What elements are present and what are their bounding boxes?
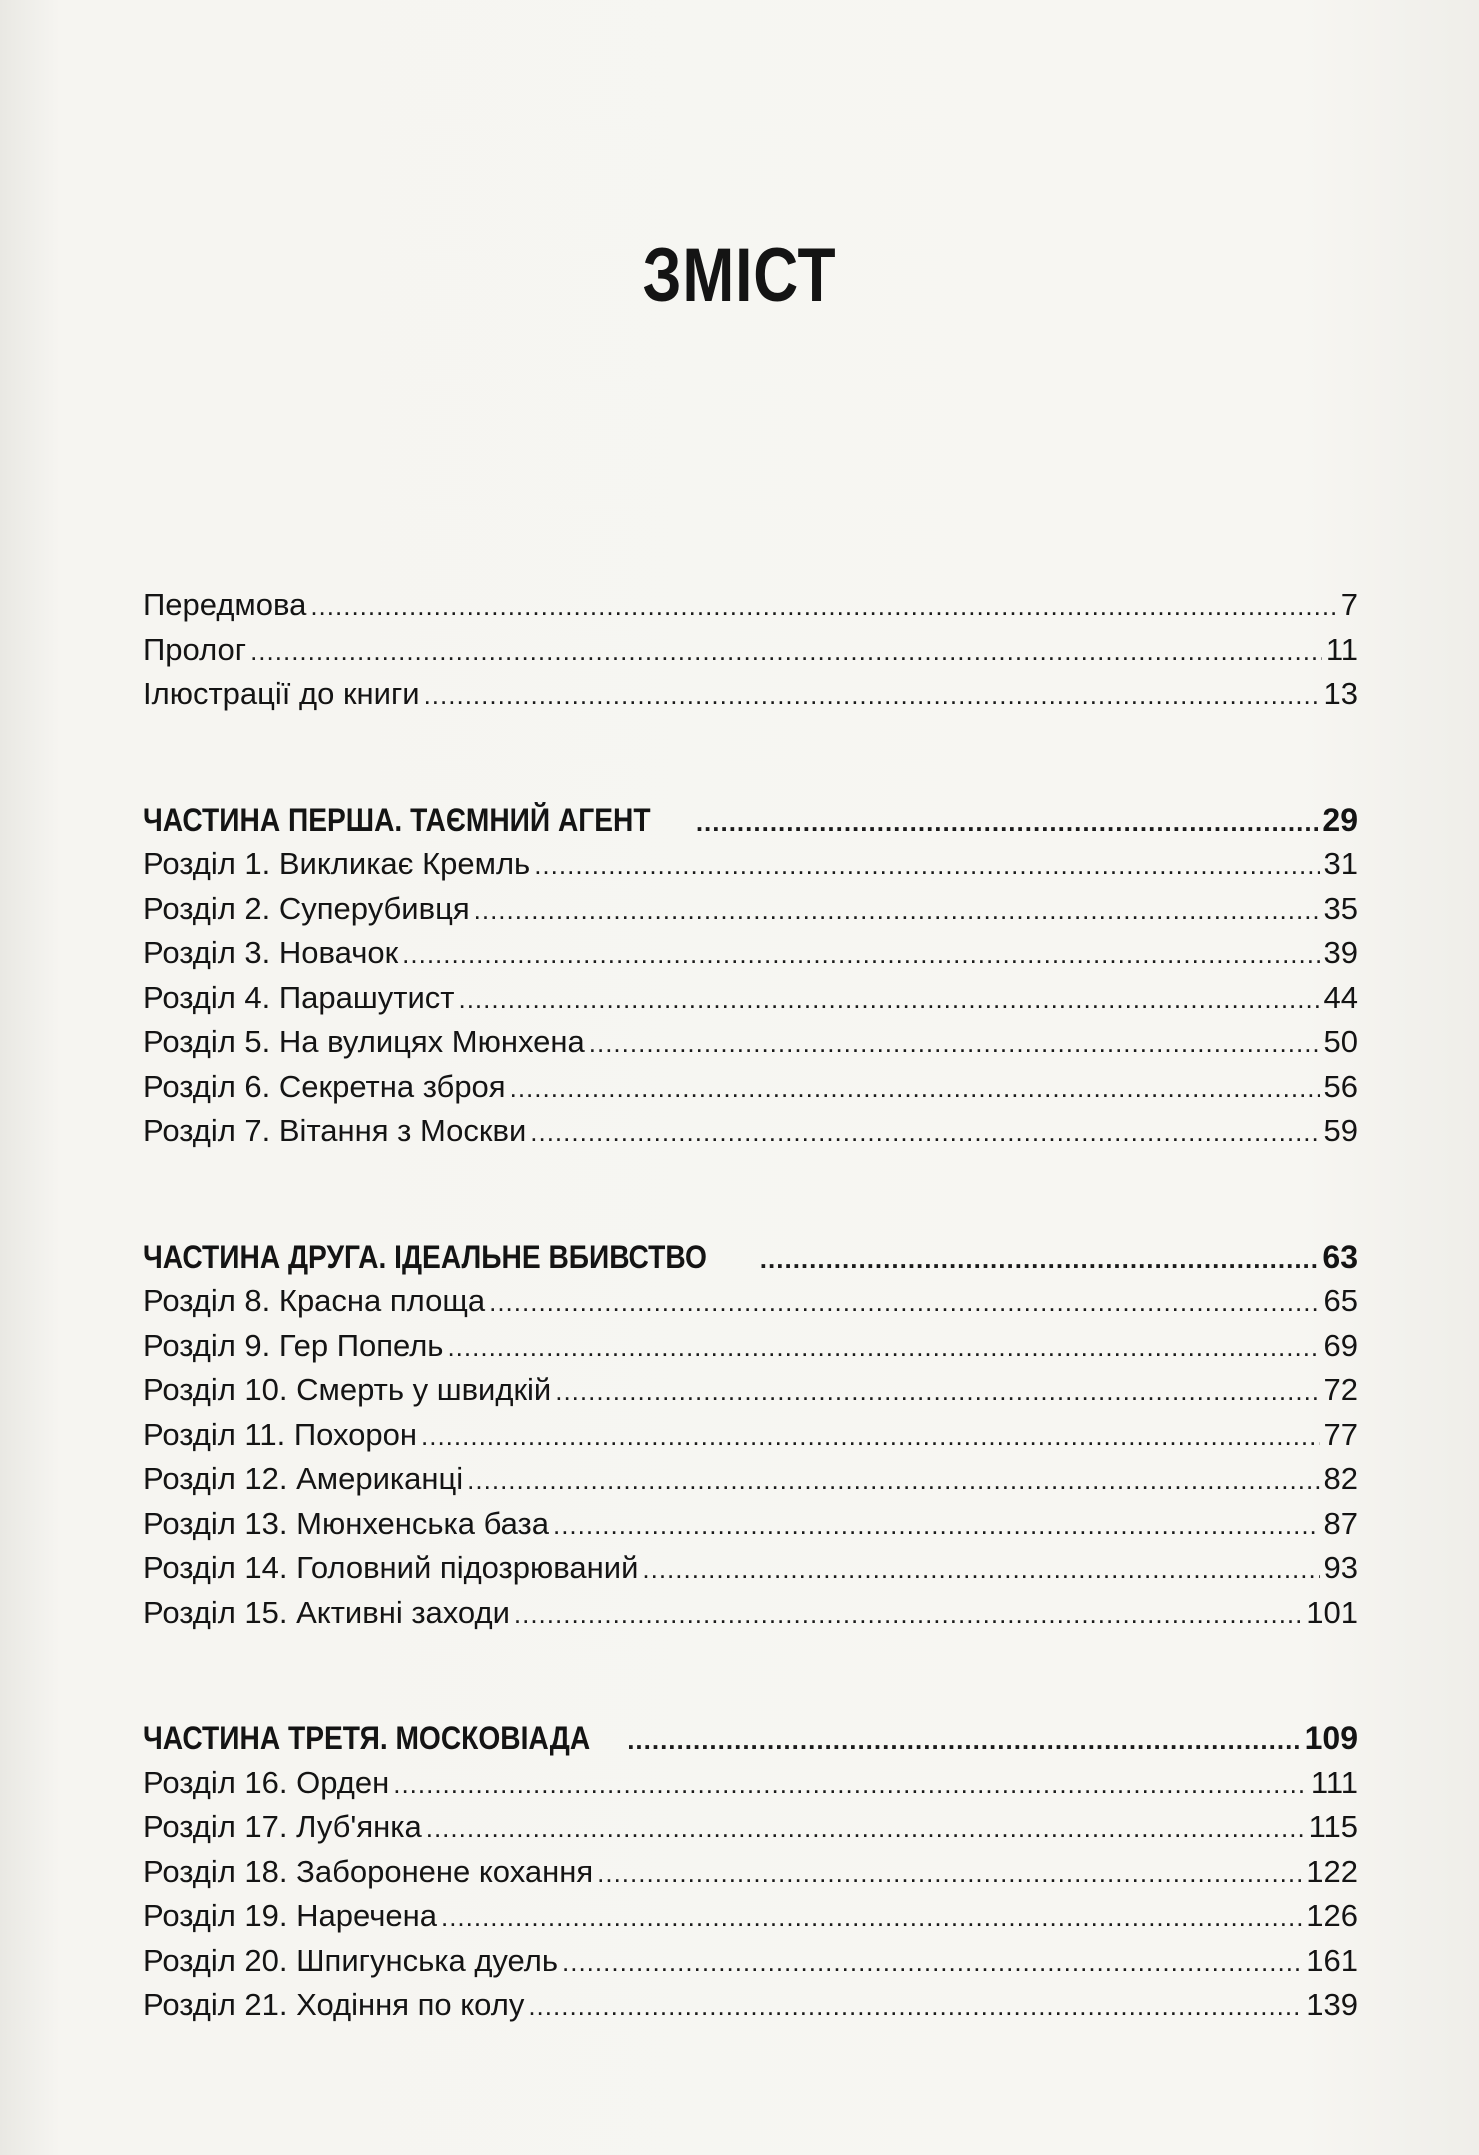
chapter-page: 56 [1323, 1068, 1358, 1104]
chapter-entry [143, 1591, 1358, 1636]
dot-leader [421, 1414, 1320, 1458]
toc-entry-page: 13 [1323, 676, 1358, 711]
chapter-label: Розділ 11. Похорон [143, 1416, 417, 1452]
dot-leader [250, 629, 1322, 673]
dot-leader [562, 1940, 1302, 1984]
part-heading-page: 29 [1322, 801, 1358, 838]
toc-entry-page: 7 [1340, 587, 1358, 622]
toc-entry [143, 628, 1358, 673]
part-one [143, 798, 1358, 1154]
chapter-page: 44 [1323, 979, 1358, 1015]
chapter-page: 31 [1323, 846, 1358, 881]
dot-leader [474, 888, 1320, 932]
chapter-label: Розділ 6. Секретна зброя [143, 1068, 506, 1104]
dot-leader [514, 1592, 1302, 1636]
chapter-label: Розділ 21. Ходіння по колу [143, 1987, 525, 2022]
chapter-entry [143, 1457, 1358, 1502]
toc-entry-label: Передмова [143, 587, 307, 622]
chapter-page: 122 [1306, 1853, 1358, 1889]
dot-leader [642, 1547, 1319, 1591]
chapter-label: Розділ 14. Головний підозрюваний [143, 1550, 639, 1585]
dot-leader [424, 673, 1320, 717]
part-three [143, 1716, 1358, 2028]
chapter-page: 77 [1323, 1416, 1358, 1452]
chapter-entry [143, 1368, 1358, 1413]
chapter-page: 50 [1323, 1024, 1358, 1059]
chapter-label: Розділ 10. Смерть у швидкій [143, 1372, 552, 1407]
dot-leader [441, 1895, 1302, 1939]
chapter-entry [143, 1983, 1358, 2028]
part-heading-page: 109 [1304, 1720, 1358, 1756]
part-heading [143, 1235, 1358, 1280]
toc-entry-label: Пролог [143, 631, 247, 667]
chapter-page: 87 [1323, 1505, 1358, 1541]
chapter-label: Розділ 8. Красна площа [143, 1283, 486, 1318]
chapter-page: 65 [1323, 1283, 1358, 1318]
chapter-label: Розділ 1. Викликає Кремль [143, 846, 531, 881]
dot-leader [510, 1066, 1320, 1110]
chapter-entry [143, 1413, 1358, 1458]
dot-leader [597, 1851, 1302, 1895]
chapter-entry [143, 1850, 1358, 1895]
page-title: ЗМІСТ [642, 233, 837, 318]
chapter-entry [143, 1279, 1358, 1324]
chapter-page: 69 [1323, 1327, 1358, 1363]
chapter-entry [143, 1109, 1358, 1154]
chapter-label: Розділ 13. Мюнхенська база [143, 1505, 549, 1541]
chapter-entry [143, 931, 1358, 976]
chapter-entry [143, 976, 1358, 1021]
chapter-entry [143, 1324, 1358, 1369]
part-heading-label: ЧАСТИНА ДРУГА. ІДЕАЛЬНЕ ВБИВСТВО [143, 1238, 707, 1275]
toc-entry [143, 583, 1358, 628]
chapter-label: Розділ 19. Наречена [143, 1898, 437, 1933]
part-heading-page: 63 [1322, 1238, 1358, 1275]
chapter-label: Розділ 9. Гер Попель [143, 1327, 444, 1363]
chapter-page: 35 [1323, 890, 1358, 926]
chapter-page: 115 [1308, 1809, 1358, 1844]
dot-leader [760, 1237, 1319, 1281]
chapter-entry [143, 1546, 1358, 1591]
chapter-label: Розділ 4. Парашутист [143, 979, 455, 1015]
dot-leader [310, 584, 1336, 628]
chapter-page: 93 [1323, 1550, 1358, 1585]
dot-leader [489, 1280, 1319, 1324]
dot-leader [458, 977, 1319, 1021]
front-matter [143, 583, 1358, 717]
part-heading-label: ЧАСТИНА ТРЕТЯ. МОСКОВІАДА [143, 1720, 591, 1756]
chapter-label: Розділ 16. Орден [143, 1764, 390, 1800]
chapter-entry [143, 1805, 1358, 1850]
chapter-page: 139 [1306, 1987, 1358, 2022]
part-two [143, 1235, 1358, 1636]
dot-leader [627, 1718, 1300, 1762]
dot-leader [402, 932, 1319, 976]
dot-leader [447, 1325, 1319, 1369]
chapter-page: 59 [1323, 1113, 1358, 1148]
chapter-entry [143, 1065, 1358, 1110]
chapter-entry [143, 842, 1358, 887]
dot-leader [426, 1806, 1305, 1850]
chapter-page: 111 [1310, 1764, 1358, 1800]
dot-leader [589, 1021, 1320, 1065]
chapter-page: 161 [1306, 1942, 1358, 1978]
chapter-entry [143, 887, 1358, 932]
part-heading [143, 1716, 1358, 1761]
chapter-page: 82 [1323, 1461, 1358, 1496]
dot-leader [696, 800, 1319, 844]
chapter-label: Розділ 3. Новачок [143, 935, 399, 970]
toc-entry-label: Ілюстрації до книги [143, 676, 420, 711]
chapter-page: 101 [1306, 1594, 1358, 1630]
part-heading-label: ЧАСТИНА ПЕРША. ТАЄМНИЙ АГЕНТ [143, 801, 651, 838]
dot-leader [467, 1458, 1319, 1502]
chapter-label: Розділ 7. Вітання з Москви [143, 1113, 527, 1148]
chapter-entry [143, 1020, 1358, 1065]
chapter-label: Розділ 17. Луб'янка [143, 1809, 422, 1844]
toc-entry-page: 11 [1325, 631, 1358, 667]
dot-leader [553, 1503, 1320, 1547]
toc-entry [143, 672, 1358, 717]
table-of-contents [143, 583, 1358, 2028]
chapter-entry [143, 1939, 1358, 1984]
chapter-label: Розділ 2. Суперубивця [143, 890, 470, 926]
chapter-label: Розділ 12. Американці [143, 1461, 464, 1496]
dot-leader [528, 1984, 1302, 2028]
chapter-page: 72 [1323, 1372, 1358, 1407]
chapter-label: Розділ 18. Заборонене кохання [143, 1853, 594, 1889]
chapter-page: 126 [1306, 1898, 1358, 1933]
chapter-entry [143, 1502, 1358, 1547]
chapter-entry [143, 1761, 1358, 1806]
chapter-label: Розділ 5. На вулицях Мюнхена [143, 1024, 585, 1059]
chapter-label: Розділ 20. Шпигунська дуель [143, 1942, 559, 1978]
dot-leader [393, 1762, 1307, 1806]
dot-leader [555, 1369, 1319, 1413]
part-heading [143, 798, 1358, 843]
chapter-label: Розділ 15. Активні заходи [143, 1594, 510, 1630]
dot-leader [534, 843, 1319, 887]
chapter-entry [143, 1894, 1358, 1939]
dot-leader [530, 1110, 1319, 1154]
chapter-page: 39 [1323, 935, 1358, 970]
